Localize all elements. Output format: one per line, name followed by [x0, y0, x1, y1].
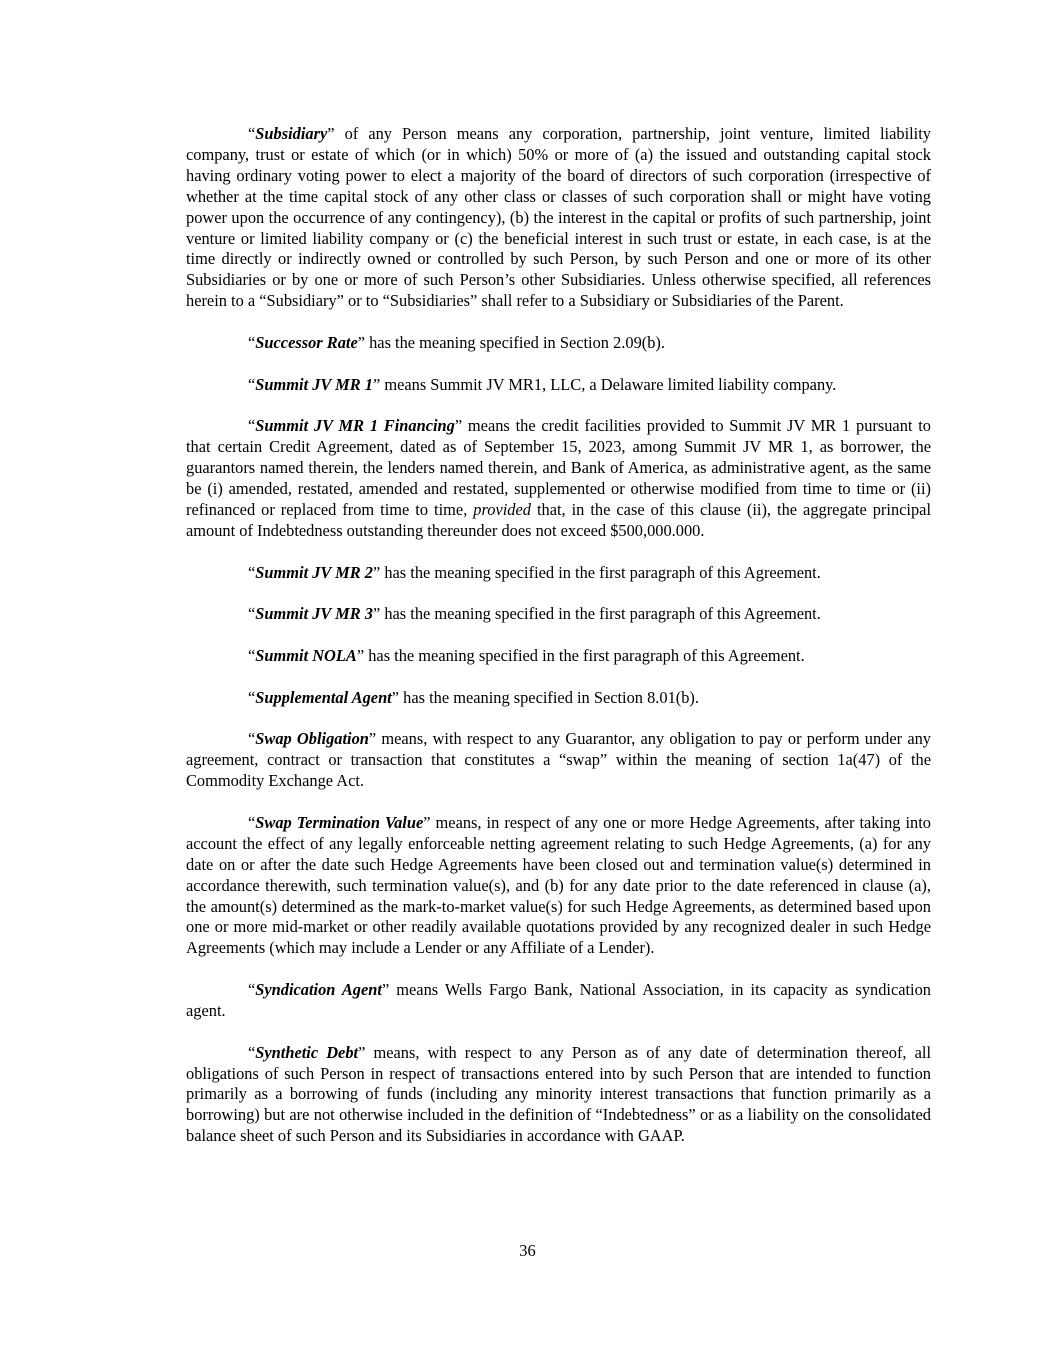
- definition-swap-termination-value: “Swap Termination Value” means, in respect of any one or more Hedge Agreements, after taking into account the effect of any legally enforceable netting agreement relating to such Hedge Agreements, (a) for any date on or after the date such Hedge Agreements have been closed out and termination value(s) determined in accordance therewith, such termination value(s), and (b) for any date prior to the date referenced in clause (a), the amount(s) determined as the mark-to-market value(s) for such Hedge Agreements, as determined based upon one or more mid-market or other readily available quotations provided by any recognized dealer in such Hedge Agreements (which may include a Lender or any Affiliate of a Lender).: [186, 812, 931, 958]
- definition-text: means, with respect to any Guarantor, any obligation to pay or perform under any agreement, contract or transaction that constitutes a “swap” within the meaning of section 1a(47) of the Commodity Exchange Act.: [186, 729, 931, 791]
- defined-term: Summit JV MR 1: [255, 374, 373, 394]
- defined-term: Swap Termination Value: [255, 812, 424, 832]
- definition-summit-jv-mr-2: “Summit JV MR 2” has the meaning specified in the first paragraph of this Agreement.: [248, 562, 821, 582]
- italic-word: provided: [473, 499, 531, 519]
- definition-summit-jv-mr-1-financing: “Summit JV MR 1 Financing” means the credit facilities provided to Summit JV MR 1 pursuant to that certain Credit Agreement, dated as of September 15, 2023, among Summit JV MR 1, as borrower, the guarantors named therein, the lenders named therein, and Bank of America, as administrative agent, as the same be (i) amended, restated, amended and restated, supplemented or otherwise modified from time to time or (ii) refinanced or replaced from time to time, provided that, in the case of this clause (ii), the aggregate principal amount of Indebtedness outstanding thereunder does not exceed $500,000.000.: [186, 416, 931, 540]
- definition-text: has the meaning specified in Section 2.09(b).: [365, 332, 665, 352]
- definition-text: has the meaning specified in the first paragraph of this Agreement.: [380, 604, 821, 624]
- definition-summit-jv-mr-1: “Summit JV MR 1” means Summit JV MR1, LLC, a Delaware limited liability company.: [248, 374, 837, 394]
- definition-syndication-agent: “Syndication Agent” means Wells Fargo Bank, National Association, in its capacity as syndication agent.: [186, 980, 931, 1020]
- page-number: 36: [519, 1241, 536, 1260]
- document-body: [186, 124, 931, 1147]
- definition-supplemental-agent: “Supplemental Agent” has the meaning specified in Section 8.01(b).: [248, 687, 699, 707]
- definition-text: means Summit JV MR1, LLC, a Delaware limited liability company.: [380, 374, 837, 394]
- definition-text: means Wells Fargo Bank, National Association, in its capacity as syndication agent.: [186, 980, 931, 1020]
- definition-text-tail: that, in the case of this clause (ii), the aggregate principal amount of Indebtedness outstanding thereunder does not exceed $500,000.000.: [186, 499, 931, 540]
- definition-text: of any Person means any corporation, partnership, joint venture, limited liability company, trust or estate of which (or in which) 50% or more of (a) the issued and outstanding capital stock having ordinary voting power to elect a majority of the board of directors of such corporation (irrespective of whether at the time capital stock of any other class or classes of such corporation shall or might have voting power upon the occurrence of any contingency), (b) the interest in the capital or profits of such partnership, joint venture or limited liability company or (c) the beneficial interest in such trust or estate, in each case, is at the time directly or indirectly owned or controlled by such Person, by such Person and one or more of its other Subsidiaries or by one or more of such Person’s other Subsidiaries. Unless otherwise specified, all references herein to a “Subsidiary” or to “Subsidiaries” shall refer to a Subsidiary or Subsidiaries of the Parent.: [186, 124, 931, 311]
- definition-text: means, in respect of any one or more Hedge Agreements, after taking into account the effect of any legally enforceable netting agreement relating to such Hedge Agreements, (a) for any date on or after the date such Hedge Agreements have been closed out and termination value(s) determined in accordance therewith, such termination value(s), and (b) for any date prior to the date referenced in clause (a), the amount(s) determined as the mark-to-market value(s) for such Hedge Agreements, as determined based upon one or more mid-market or other readily available quotations provided by any recognized dealer in such Hedge Agreements (which may include a Lender or any Affiliate of a Lender).: [186, 812, 931, 958]
- defined-term: Swap Obligation: [255, 729, 369, 749]
- defined-term: Summit NOLA: [255, 646, 357, 665]
- defined-term: Summit JV MR 1 Financing: [255, 416, 455, 436]
- definition-text: has the meaning specified in Section 8.01(b).: [399, 687, 699, 707]
- definition-swap-obligation: “Swap Obligation” means, with respect to any Guarantor, any obligation to pay or perform under any agreement, contract or transaction that constitutes a “swap” within the meaning of section 1a(47) of the Commodity Exchange Act.: [186, 729, 931, 791]
- defined-term: Subsidiary: [255, 124, 328, 143]
- definition-subsidiary: “Subsidiary” of any Person means any corporation, partnership, joint venture, limited liability company, trust or estate of which (or in which) 50% or more of (a) the issued and outstanding capital stock having ordinary voting power to elect a majority of the board of directors of such corporation (irrespective of whether at the time capital stock of any other class or classes of such corporation shall or might have voting power upon the occurrence of any contingency), (b) the interest in the capital or profits of such partnership, joint venture or limited liability company or (c) the beneficial interest in such trust or estate, in each case, is at the time directly or indirectly owned or controlled by such Person, by such Person and one or more of its other Subsidiaries or by one or more of such Person’s other Subsidiaries. Unless otherwise specified, all references herein to a “Subsidiary” or to “Subsidiaries” shall refer to a Subsidiary or Subsidiaries of the Parent.: [186, 124, 931, 311]
- definition-text: means, with respect to any Person as of any date of determination thereof, all obligations of such Person in respect of transactions entered into by such Person that are intended to function primarily as a borrowing of funds (including any minority interest transactions that function primarily as a borrowing) but are not otherwise included in the definition of “Indebtedness” or as a liability on the consolidated balance sheet of such Person and its Subsidiaries in accordance with GAAP.: [186, 1042, 931, 1146]
- definition-synthetic-debt: “Synthetic Debt” means, with respect to any Person as of any date of determination thereof, all obligations of such Person in respect of transactions entered into by such Person that are intended to function primarily as a borrowing of funds (including any minority interest transactions that function primarily as a borrowing) but are not otherwise included in the definition of “Indebtedness” or as a liability on the consolidated balance sheet of such Person and its Subsidiaries in accordance with GAAP.: [186, 1042, 931, 1146]
- definition-successor-rate: “Successor Rate” has the meaning specified in Section 2.09(b).: [248, 332, 665, 352]
- defined-term: Summit JV MR 3: [255, 604, 373, 624]
- definition-text: has the meaning specified in the first paragraph of this Agreement.: [364, 646, 805, 665]
- defined-term: Successor Rate: [255, 332, 358, 352]
- defined-term: Synthetic Debt: [255, 1042, 359, 1062]
- defined-term: Summit JV MR 2: [255, 562, 373, 582]
- defined-term: Syndication Agent: [255, 980, 382, 1000]
- definition-text: has the meaning specified in the first paragraph of this Agreement.: [380, 562, 821, 582]
- definition-summit-jv-mr-3: “Summit JV MR 3” has the meaning specified in the first paragraph of this Agreement.: [248, 604, 821, 624]
- defined-term: Supplemental Agent: [255, 687, 392, 707]
- definition-summit-nola: “Summit NOLA” has the meaning specified in the first paragraph of this Agreement.: [248, 646, 805, 665]
- definition-text: means the credit facilities provided to Summit JV MR 1 pursuant to that certain Credit Agreement, dated as of September 15, 2023, among Summit JV MR 1, as borrower, the guarantors named therein, the lenders named therein, and Bank of America, as administrative agent, as the same be (i) amended, restated, amended and restated, supplemented or otherwise modified from time to time or (ii) refinanced or replaced from time to time,: [186, 416, 931, 519]
